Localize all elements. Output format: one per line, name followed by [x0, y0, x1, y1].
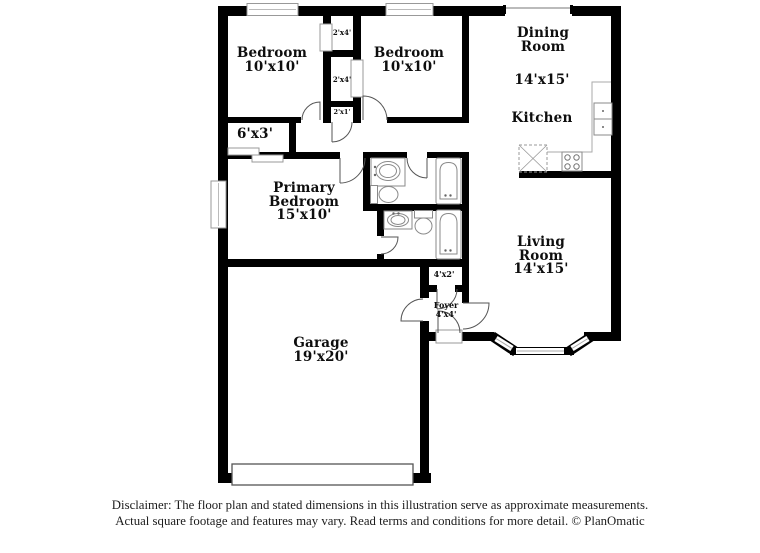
wall-left: [218, 6, 228, 483]
wall-bedroom1-bottom: [218, 117, 301, 123]
primary-bedroom-window: [211, 181, 226, 228]
room-name: Bedroom: [236, 45, 308, 61]
room-dims: 14'x15': [514, 72, 570, 88]
wall-bath2-left-upper: [377, 211, 384, 236]
label-closet-6x3: [237, 128, 273, 142]
dining-window: [503, 5, 573, 17]
disclaimer-line-2: Actual square footage and features may vary. Read terms and conditions for more detail. © PlanOmatic: [115, 514, 645, 528]
disclaimer: [0, 497, 760, 529]
bedroom2-door-arc: [363, 96, 387, 120]
label-garage: [293, 337, 348, 364]
kitchen-sink-icon: [594, 103, 612, 135]
room-name: Foyer: [433, 300, 459, 310]
label-kitchen: [512, 112, 573, 126]
ensuite-bath-door-arc: [381, 237, 398, 254]
wall-closet-divider-2: [331, 101, 353, 107]
room-name: Primary: [273, 180, 335, 196]
toilet-icon: [371, 186, 399, 204]
room-dims: 6'x3': [236, 126, 274, 142]
stove-icon: [562, 152, 582, 171]
garage-foyer-door-arc: [401, 299, 423, 321]
label-primary-bedroom: [269, 182, 339, 223]
label-foyer: [434, 301, 459, 319]
room-name: Dining: [516, 25, 570, 41]
refrigerator-icon: [519, 145, 547, 172]
bathtub-icon: [436, 210, 461, 259]
room-name: Kitchen: [511, 110, 573, 126]
closet-2x4a-opening: [320, 24, 332, 51]
bedroom1-door-arc: [302, 102, 320, 120]
label-dining-room: [517, 27, 569, 54]
room-dims: 4'x4': [435, 309, 457, 319]
room-name: Bedroom: [373, 45, 445, 61]
label-bedroom-1: [237, 47, 307, 74]
room-name: Garage: [293, 335, 349, 351]
wall-garage-right-lower: [420, 321, 429, 483]
room-dims: 2'x4': [332, 28, 352, 37]
label-closet-2x1: [334, 109, 351, 116]
bath1-fixtures: [371, 158, 462, 204]
wall-dining-left: [462, 6, 469, 123]
wall-closet-divider-1: [331, 50, 353, 57]
hall-bath-door-arc: [407, 158, 427, 178]
sink-vanity-icon: [384, 211, 412, 229]
room-dims: 14'x15': [513, 261, 569, 277]
room-dims: 2'x1': [333, 108, 351, 116]
wall-coat-closet-bottom-stub: [455, 285, 462, 292]
wall-foyer-right: [462, 268, 469, 303]
foyer-living-door-arc: [463, 303, 489, 329]
label-living-room: [513, 236, 568, 277]
kitchen-fixtures: [519, 82, 612, 172]
room-dims: 2'x4': [332, 75, 352, 84]
bathtub-icon: [436, 158, 461, 204]
room-dims: 19'x20': [293, 348, 349, 365]
closet-6x3-sliding-door: [228, 148, 283, 162]
wall-bedroom2-bottom: [387, 117, 469, 123]
room-name: Bedroom: [268, 193, 340, 210]
bedroom2-window: [386, 4, 433, 16]
room-dims: 15'x10': [276, 207, 332, 223]
wall-primary-bottom: [218, 259, 469, 267]
room-name: Room: [518, 247, 564, 264]
wall-bath1-left: [363, 152, 370, 211]
room-name: Living: [516, 234, 566, 250]
sink-vanity-icon: [371, 158, 405, 186]
room-name: Room: [520, 38, 566, 55]
room-dims: 10'x10': [381, 58, 437, 75]
bedroom1-window: [247, 4, 298, 16]
garage-door: [232, 464, 413, 485]
primary-bedroom-door-arc: [340, 158, 365, 183]
bay-window: [492, 336, 592, 355]
label-dining-dims: [514, 74, 569, 88]
label-bedroom-2: [374, 47, 444, 74]
wall-closet-6x3-right: [289, 117, 296, 159]
label-closet-2x4-b: [333, 76, 351, 84]
label-closet-4x2: [434, 270, 455, 279]
wall-foyer-bottom-right: [460, 332, 494, 341]
closet-2x4b-opening: [351, 60, 363, 97]
closet-2x1-door-arc: [332, 122, 352, 142]
label-closet-2x4-a: [333, 29, 351, 37]
room-dims: 10'x10': [244, 58, 300, 75]
wall-bath-right: [462, 152, 469, 268]
front-door-threshold: [436, 330, 462, 343]
wall-coat-closet-bottom: [420, 285, 437, 292]
toilet-icon: [415, 211, 433, 235]
room-dims: 4'x2': [433, 269, 455, 279]
bath2-fixtures: [384, 210, 461, 259]
disclaimer-line-1: Disclaimer: The floor plan and stated dimensions in this illustration serve as approximate measurements.: [111, 498, 649, 512]
